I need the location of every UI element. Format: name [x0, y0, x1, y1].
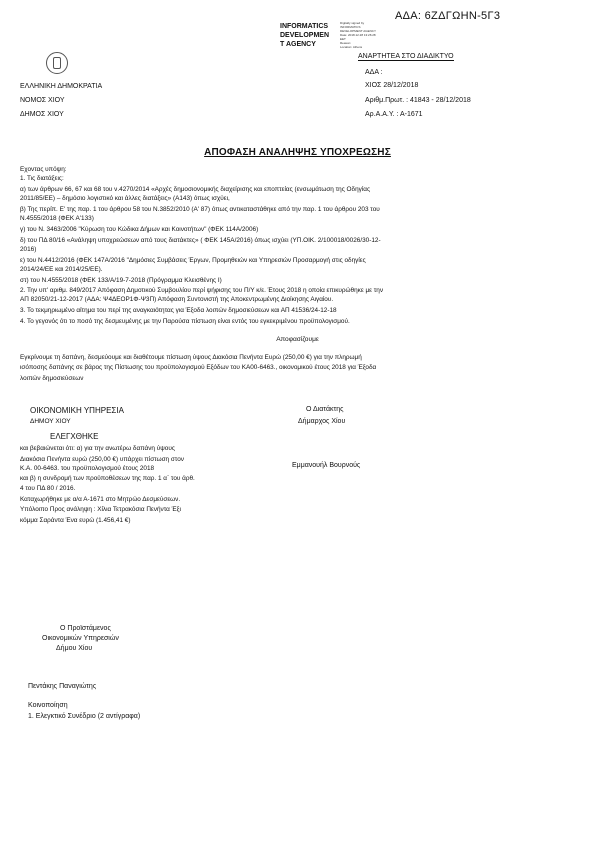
municipality-label: ΔΗΜΟΣ ΧΙΟΥ	[20, 111, 64, 118]
sig-line: Reason:	[340, 41, 352, 45]
body-line: 4. Το γεγονός ότι το ποσό της δεσμευμένης με την Παρούσα πίστωση είναι εντός του εγκεκριμένου προϋπολογισμού.	[20, 318, 350, 325]
ida-logo-text	[280, 22, 329, 49]
body-line: 3. Το τεκμηριωμένο αίτημα του περί της αναγκαιότητας για Έξοδα λοιπών δημοσιεύσεων και ΑΠ 41536/24-12-18	[20, 307, 337, 314]
sig-line: INFORMATICS	[340, 25, 361, 29]
meta-aay: Αρ.Α.Α.Υ. : Α-1671	[365, 111, 423, 118]
sig-line: Location: Athens	[340, 45, 363, 49]
ida-line: DEVELOPMEN	[280, 32, 330, 39]
body-line: 2011/85/ΕΕ) – δημόσιο λογιστικό και άλλες διατάξεις» (Α143) όπως ισχύει,	[20, 195, 230, 202]
head-title-line: Δήμου Χίου	[56, 645, 93, 652]
head-title-line: Ο Προϊστάμενος	[60, 625, 111, 632]
mayor-name: Εμμανουήλ Βουρνούς	[292, 462, 361, 469]
meta-protocol: Αριθμ.Πρωτ. : 41843 - 28/12/2018	[365, 97, 471, 104]
decision-line: λοιπών δημοσιεύσεων	[20, 375, 84, 382]
checked-line: 4 του ΠΔ 80 / 2016.	[20, 485, 76, 492]
publish-label: ΑΝΑΡΤΗΤΕΑ ΣΤΟ ΔΙΑΔΙΚΤΥΟ	[358, 53, 454, 60]
checked-line: και βεβαιώνεται ότι: α) για την ανωτέρω δαπάνη ύψους	[20, 445, 175, 452]
checked-line: Διακόσια Πενήντα ευρώ (250,00 €) υπάρχει πίστωση στον	[20, 456, 184, 463]
decision-line: Εγκρίνουμε τη δαπάνη, δεσμεύουμε και διαθέτουμε πίστωση ύψους Διακόσια Πενήντα Ευρώ (250,00 €) για την πληρωμή	[20, 354, 362, 361]
body-line: β) Της περίπ. Ε' της παρ. 1 του άρθρου 58 του Ν.3852/2010 (Α' 87) όπως αντικαταστάθηκε από την παρ. 1 του άρθρου 203 του	[20, 206, 380, 213]
finance-service-label: ΟΙΚΟΝΟΜΙΚΗ ΥΠΗΡΕΣΙΑ	[30, 406, 124, 415]
ordering-officer-label: Ο Διατάκτης	[306, 406, 344, 413]
greek-emblem-icon	[46, 52, 68, 74]
prefecture-label: ΝΟΜΟΣ ΧΙΟΥ	[20, 97, 65, 104]
body-line: ΑΠ 82050/21-12-2017 (ΑΔΑ: Ψ4ΔΕΟΡ1Φ-Ψ3Π) Απόφαση Συντονιστή της Αποκεντρωμένης Διοίκησης Αιγαίου.	[20, 296, 334, 303]
head-title-line: Οικονομικών Υπηρεσιών	[42, 635, 119, 642]
meta-ada: ΑΔΑ :	[365, 69, 383, 76]
body-line: 1. Τις διατάξεις:	[20, 175, 64, 182]
body-line: ε) του Ν.4412/2016 (ΦΕΚ 147Α/2016 "Δημόσιες Συμβάσεις Έργων, Προμηθειών και Υπηρεσιών Προσαρμογή στις οδηγίες	[20, 257, 366, 264]
body-line: 2. Την υπ' αριθμ. 849/2017 Απόφαση Δημοτικού Συμβουλίου περί ψήφισης του Π/Υ κ/ε. Έτους 2018 η οποία επικυρώθηκε με την	[20, 287, 384, 294]
body-line: α) των άρθρων 66, 67 και 68 του ν.4270/2014 «Αρχές δημοσιονομικής διαχείρισης και εποπτείας (ενσωμάτωση της Οδηγίας	[20, 186, 371, 193]
finance-municipality-label: ΔΗΜΟΥ ΧΙΟΥ	[30, 418, 71, 425]
mayor-label: Δήμαρχος Χίου	[298, 418, 346, 425]
notify-item: 1. Ελεγκτικό Συνέδριο (2 αντίγραφα)	[28, 713, 141, 720]
checked-line: Καταχωρήθηκε με α/α Α-1671 στο Μητρώο Δεσμεύσεων.	[20, 496, 181, 503]
decision-line: ισόποσης δαπάνης σε βάρος της Πίστωσης του προϋπολογισμού Εξόδων του ΚΑ00-6463., οικονομικού έτους 2018 για Έξοδα	[20, 364, 377, 371]
ida-line: INFORMATICS	[280, 23, 329, 30]
body-line: 2016)	[20, 246, 37, 253]
meta-date: ΧΙΟΣ 28/12/2018	[365, 82, 419, 89]
sig-line: Digitally signed by	[340, 21, 365, 25]
checked-line: κόμμα Σαράντα Ένα ευρώ (1.456,41 €)	[20, 517, 131, 524]
checked-line: Υπόλοιπο Προς ανάληψη : Χίλια Τετρακόσια Πενήντα Έξι	[20, 506, 181, 513]
ida-line: T AGENCY	[280, 41, 316, 48]
page-title: ΑΠΟΦΑΣΗ ΑΝΑΛΗΨΗΣ ΥΠΟΧΡΕΩΣΗΣ	[204, 147, 391, 158]
body-line: στ) του Ν.4555/2018 (ΦΕΚ 133/Α/19-7-2018 (Πρόγραμμα Κλεισθένης Ι)	[20, 277, 222, 284]
body-line: Ν.4555/2018 (ΦΕΚ Α'133)	[20, 215, 94, 222]
checked-line: Κ.Α. 00-6463. του προϋπολογισμού έτους 2018	[20, 465, 155, 472]
sig-line: Date: 2018.12.28 13:26:28	[340, 33, 376, 37]
checked-line: και β) η συνδρομή των προϋποθέσεων της παρ. 1 α΄ του άρθ.	[20, 475, 195, 482]
ada-top: ΑΔΑ: 6ΖΔΓΩΗΝ-5Γ3	[395, 10, 501, 22]
sig-line: DEVELOPMENT AGENCY	[340, 29, 376, 33]
body-line: δ) του ΠΔ 80/16 «Ανάληψη υποχρεώσεων από τους διατάκτες» ( ΦΕΚ 145Α/2016) όπως ισχύει (ΥΠ.ΟΙΚ. 2/100018/0026/30-12-	[20, 237, 381, 244]
decide-label: Αποφασίζουμε	[276, 336, 319, 343]
notify-label: Κοινοποίηση	[28, 702, 68, 709]
body-line: 2014/24/ΕΕ και 2014/25/ΕΕ).	[20, 266, 103, 273]
checked-label: ΕΛΕΓΧΘΗΚΕ	[50, 432, 99, 441]
body-line: γ) του Ν. 3463/2006 "Κύρωση του Κώδικα Δήμων και Κοινοτήτων" (ΦΕΚ 114Α/2006)	[20, 226, 259, 233]
republic-label: ΕΛΛΗΝΙΚΗ ΔΗΜΟΚΡΑΤΙΑ	[20, 83, 103, 90]
head-name: Πεντάκης Παναγιώτης	[28, 683, 97, 690]
signature-info	[340, 21, 376, 49]
body-line: Εχοντας υπόψη:	[20, 166, 67, 173]
sig-line: EET	[340, 37, 346, 41]
